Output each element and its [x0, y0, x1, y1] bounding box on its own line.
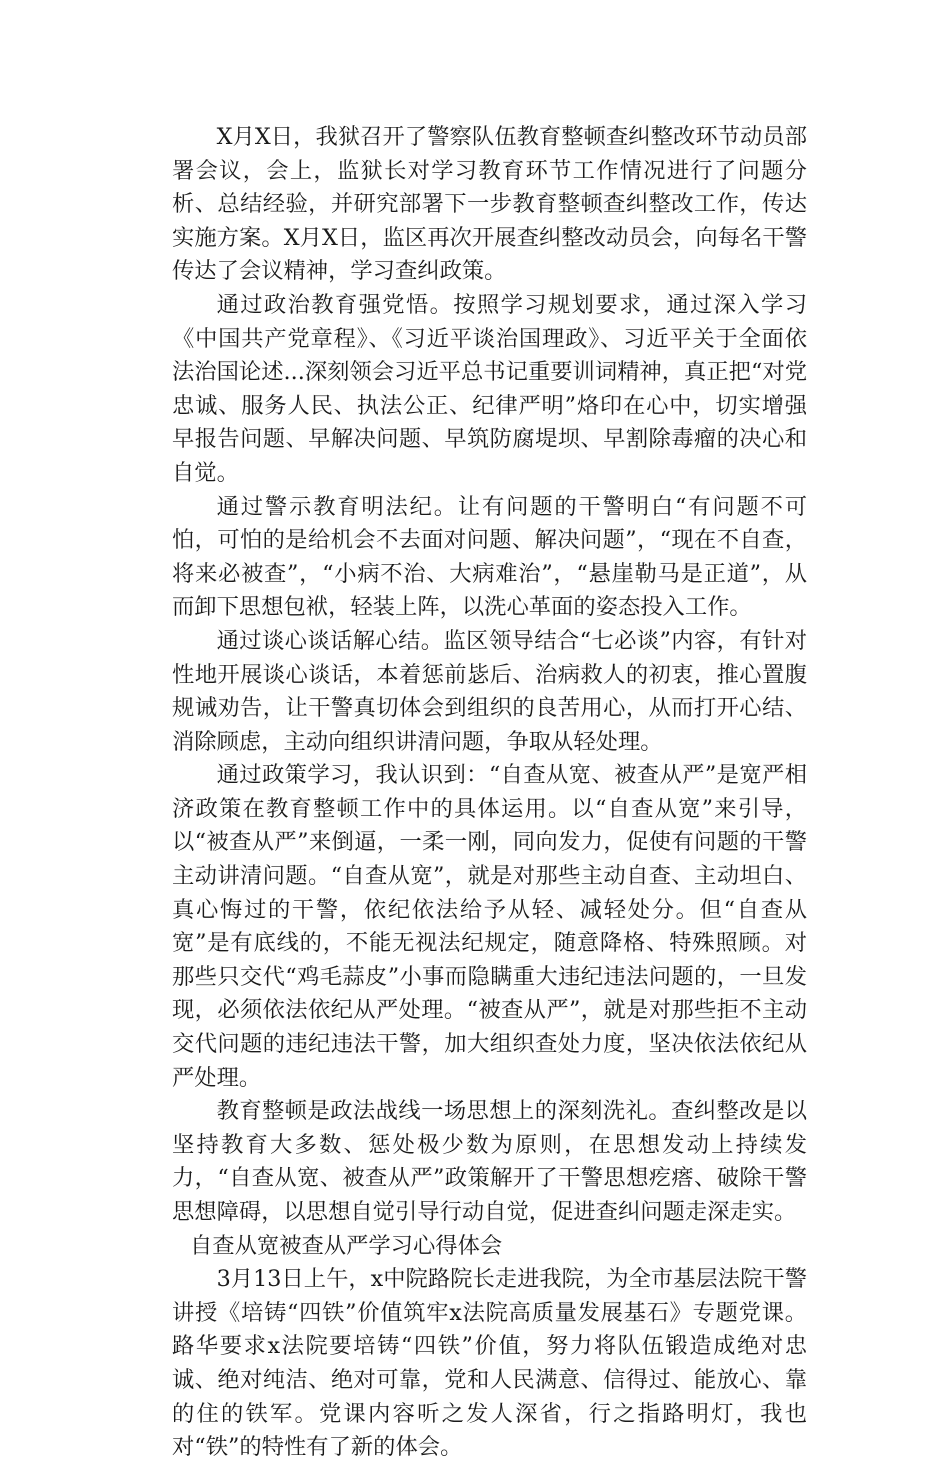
paragraph-2: 通过政治教育强党悟。按照学习规划要求，通过深入学习《中国共产党章程》、《习近平谈治国理政》、习近平关于全面依法治国论述...深刻领会习近平总书记重要训词精神，真正把“对党忠诚、服务人民、执法公正、纪律严明”烙印在心中，切实增强早报告问题、早解决问题、早筑防腐堤坝、早割除毒瘤的决心和自觉。	[172, 291, 807, 486]
paragraph-6: 教育整顿是政法战线一场思想上的深刻洗礼。查纠整改是以坚持教育大多数、惩处极少数为原则，在思想发动上持续发力，“自查从宽、被查从严”政策解开了干警思想疙瘩、破除干警思想障碍，以思想自觉引导行动自觉，促进查纠问题走深走实。	[172, 1098, 807, 1225]
paragraph-4: 通过谈心谈话解心结。监区领导结合“七必谈”内容，有针对性地开展谈心谈话，本着惩前毖后、治病救人的初衷，推心置腹规诫劝告，让干警真切体会到组织的良苦用心，从而打开心结、消除顾虑，主动向组织讲清问题，争取从轻处理。	[172, 627, 807, 755]
section-heading: 自查从宽被查从严学习心得体会	[190, 1232, 503, 1259]
paragraph-7: 3月13日上午，x中院路院长走进我院，为全市基层法院干警讲授《培铸“四铁”价值筑牢x法院高质量发展基石》专题党课。路华要求x法院要培铸“四铁”价值，努力将队伍锻造成绝对忠诚、绝对纯洁、绝对可靠，党和人民满意、信得过、能放心、靠的住的铁军。党课内容听之发人深省，行之指路明灯，我也对“铁”的特性有了新的体会。	[172, 1266, 807, 1461]
paragraph-3: 通过警示教育明法纪。让有问题的干警明白“有问题不可怕，可怕的是给机会不去面对问题、解决问题”，“现在不自查，将来必被查”，“小病不治、大病难治”，“悬崖勒马是正道”，从而卸下思想包袱，轻装上阵，以洗心革面的姿态投入工作。	[172, 493, 807, 621]
paragraph-5: 通过政策学习，我认识到：“自查从宽、被查从严”是宽严相济政策在教育整顿工作中的具体运用。以“自查从宽”来引导，以“被查从严”来倒逼，一柔一刚，同向发力，促使有问题的干警主动讲清问题。“自查从宽”，就是对那些主动自查、主动坦白、真心悔过的干警，依纪依法给予从轻、减轻处分。但“自查从宽”是有底线的，不能无视法纪规定，随意降格、特殊照顾。对那些只交代“鸡毛蒜皮”小事而隐瞒重大违纪违法问题的，一旦发现，必须依法依纪从严处理。“被查从严”，就是对那些拒不主动交代问题的违纪违法干警，加大组织查处力度，坚决依法依纪从严处理。	[172, 762, 807, 1091]
paragraph-1: X月X日，我狱召开了警察队伍教育整顿查纠整改环节动员部署会议，会上，监狱长对学习教育环节工作情况进行了问题分析、总结经验，并研究部署下一步教育整顿查纠整改工作，传达实施方案。X月X日，监区再次开展查纠整改动员会，向每名干警传达了会议精神，学习查纠政策。	[172, 124, 807, 285]
document-body	[172, 121, 807, 1465]
